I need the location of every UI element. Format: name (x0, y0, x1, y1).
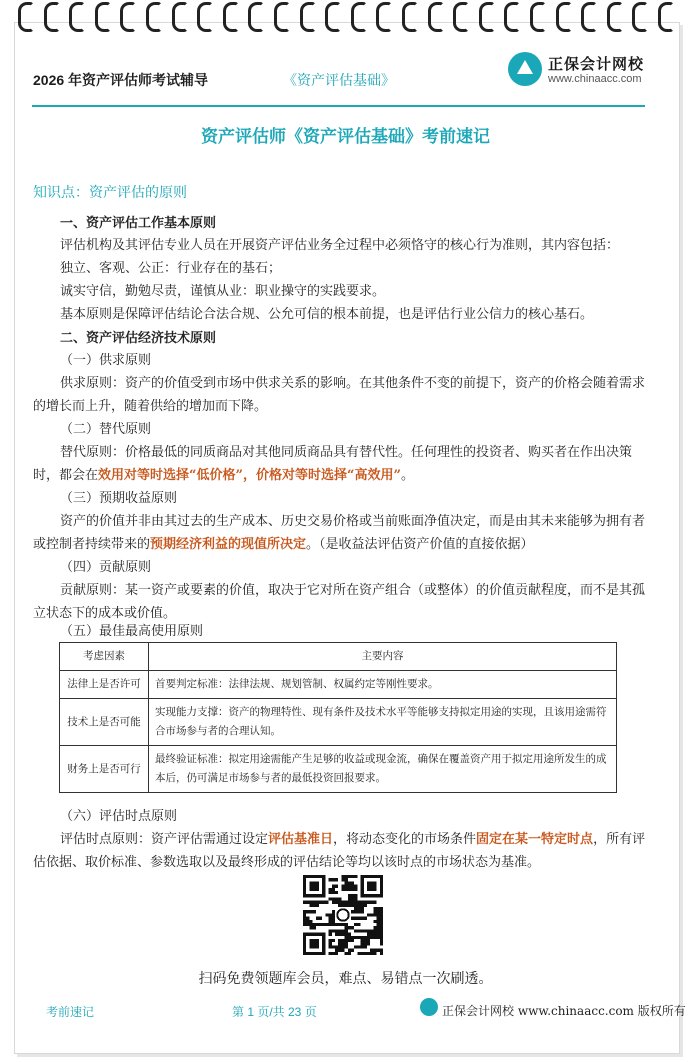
highlight-text: 固定在某一特定时点 (476, 832, 594, 847)
subsection-text (33, 828, 646, 874)
table-cell-factor: 法律上是否许可 (60, 671, 149, 699)
binder-ring-icon (632, 2, 648, 32)
subsection-heading: （五）最佳最高使用原则 (60, 624, 204, 639)
binder-ring-icon (581, 2, 597, 32)
binder-ring-icon (223, 2, 239, 32)
footer-label: 考前速记 (46, 1005, 95, 1019)
binder-ring-icon (18, 2, 34, 32)
qr-caption: 扫码免费领题库会员，难点、易错点一次刷透。 (198, 971, 493, 987)
header-course-name: 《资产评估基础》 (283, 72, 395, 88)
binder-ring-icon (248, 2, 264, 32)
binder-ring-icon (530, 2, 546, 32)
document-title: 资产评估师《资产评估基础》考前速记 (201, 127, 490, 146)
footer-copyright: 正保会计网校 www.chinaacc.com 版权所有 (442, 1004, 686, 1018)
header-divider (32, 105, 645, 107)
binder-ring-icon (197, 2, 213, 32)
page-number: 第 1 页/共 23 页 (232, 1005, 317, 1019)
binder-ring-icon (44, 2, 60, 32)
binder-ring-icon (402, 2, 418, 32)
binder-ring-icon (95, 2, 111, 32)
knowledge-point-heading: 知识点：资产评估的原则 (33, 184, 187, 200)
text-run: 评估时点原则：资产评估需通过设定 (60, 832, 269, 847)
highlight-text: 评估基准日 (268, 832, 334, 847)
binder-ring-icon (658, 2, 674, 32)
subsection-heading: （四）贡献原则 (60, 560, 152, 575)
highest-best-use-table (59, 642, 617, 793)
text-run: 资产的价值并非由其过去的生产成本、历史交易价格或当前账面净值决定，而是由其未来能够为拥有者或控制者持续带来的 (33, 514, 646, 552)
binder-ring-icon (120, 2, 136, 32)
binder-ring-icon (479, 2, 495, 32)
table-row (60, 671, 617, 699)
table-row (60, 699, 617, 746)
highlight-text: 预期经济利益的现值所决定 (150, 537, 307, 552)
logo-name: 正保会计网校 (548, 56, 645, 73)
section-heading-2: 二、资产评估经济技术原则 (60, 330, 217, 345)
binder-ring-icon (274, 2, 290, 32)
binder-ring-icon (351, 2, 367, 32)
text-run: ，将动态变化的市场条件 (333, 832, 477, 847)
text-run: 。（是收益法评估资产价值的直接依据） (306, 537, 534, 552)
subsection-heading: （一）供求原则 (60, 353, 152, 368)
subsection-heading: （三）预期收益原则 (60, 491, 178, 506)
binder-ring-icon (69, 2, 85, 32)
footer-logo-icon (420, 998, 438, 1016)
subsection-text: 供求原则：资产的价值受到市场中供求关系的影响。在其他条件不变的前提下，资产的价格会随着需求的增长而上升，随着供给的增加而下降。 (33, 376, 646, 414)
binder-ring-icon (453, 2, 469, 32)
section-heading-1: 一、资产评估工作基本原则 (60, 215, 217, 230)
binder-ring-icon (607, 2, 623, 32)
section1-paragraph: 基本原则是保障评估结论合法合规、公允可信的根本前提，也是评估行业公信力的核心基石。 (60, 307, 594, 322)
subsection-heading: （二）替代原则 (60, 422, 152, 437)
subsection-text: 贡献原则：某一资产或要素的价值，取决于它对所在资产组合（或整体）的价值贡献程度，而不是其孤立状态下的成本或价值。 (33, 583, 646, 621)
text-run: 。 (400, 468, 414, 483)
table-cell-factor: 财务上是否可行 (60, 746, 149, 793)
subsection-heading: （六）评估时点原则 (60, 809, 178, 824)
subsection-text (33, 441, 646, 487)
table-cell-content: 首要判定标准：法律法规、规划管制、权属约定等刚性要求。 (149, 671, 617, 699)
binder-ring-icon (428, 2, 444, 32)
binder-ring-icon (146, 2, 162, 32)
qr-code[interactable] (303, 875, 383, 955)
table-header-row (60, 643, 617, 671)
header-exam-title: 2026 年资产评估师考试辅导 (33, 72, 209, 88)
binder-ring-icon (504, 2, 520, 32)
section1-paragraph: 评估机构及其评估专业人员在开展资产评估业务全过程中必须恪守的核心行为准则，其内容包括： (60, 238, 620, 253)
binder-ring-icon (172, 2, 188, 32)
logo-url: www.chinaacc.com (548, 73, 642, 85)
table-cell-content: 实现能力支撑：资产的物理特性、现有条件及技术水平等能够支持拟定用途的实现，且该用途需符合市场参与者的合理认知。 (149, 699, 617, 746)
binder-ring-icon (300, 2, 316, 32)
brand-logo (508, 52, 648, 90)
table-row (60, 746, 617, 793)
table-header-cell: 主要内容 (149, 643, 617, 671)
section1-paragraph: 独立、客观、公正：行业存在的基石； (60, 261, 282, 276)
section1-paragraph: 诚实守信，勤勉尽责，谨慎从业：职业操守的实践要求。 (60, 284, 386, 299)
text-run: 替代原则：价格最低的同质商品对其他同质商品具有替代性。任何理性的投资者、购买者在作出决策时，都会在 (33, 445, 633, 483)
subsection-text (33, 510, 646, 556)
table-cell-factor: 技术上是否可能 (60, 699, 149, 746)
binder-ring-icon (325, 2, 341, 32)
highlight-text: 效用对等时选择“低价格”，价格对等时选择“高效用” (98, 468, 401, 483)
table-header-cell: 考虑因素 (60, 643, 149, 671)
text-run: ，所有评估依据、取价标准、参数选取以及最终形成的评估结论等均以该时点的市场状态为基准。 (33, 832, 646, 870)
table-cell-content: 最终验证标准：拟定用途需能产生足够的收益或现金流，确保在覆盖资产用于拟定用途所发生的成本后，仍可满足市场参与者的最低投资回报要求。 (149, 746, 617, 793)
binder-ring-icon (556, 2, 572, 32)
logo-icon (508, 52, 542, 86)
binder-ring-icon (376, 2, 392, 32)
